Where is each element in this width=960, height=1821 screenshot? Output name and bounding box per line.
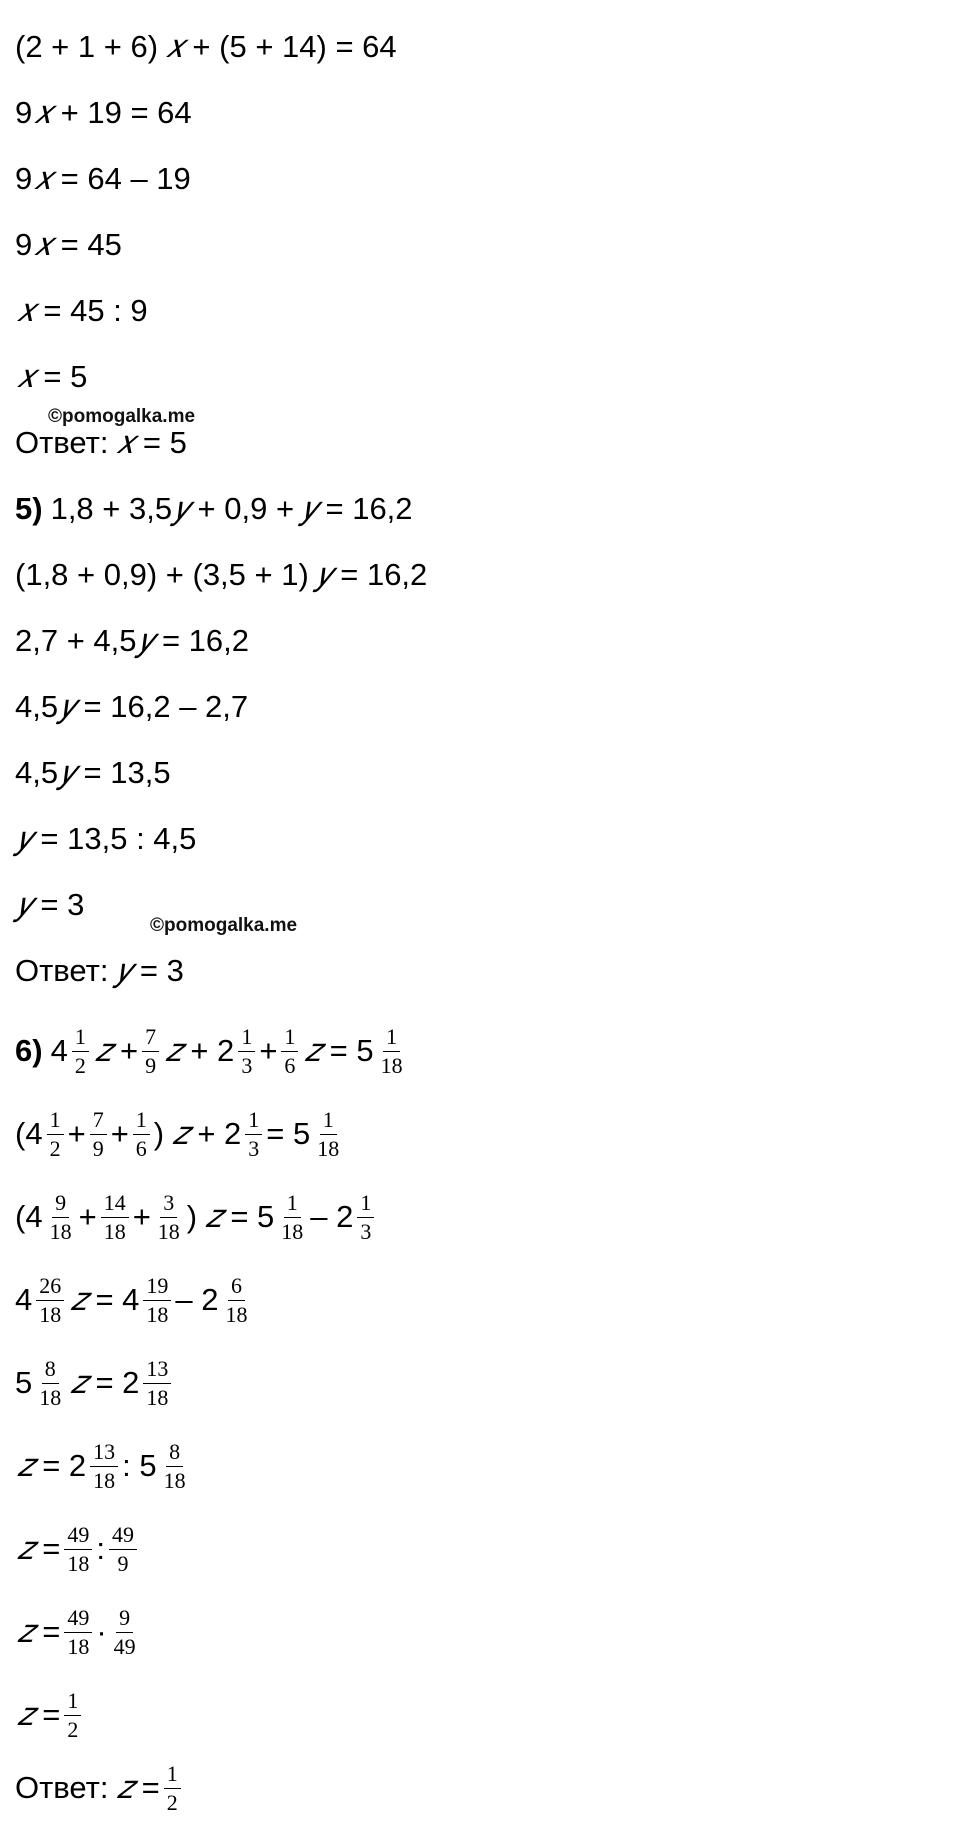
fraction bbox=[64, 1687, 81, 1742]
expr-text: = bbox=[42, 1697, 61, 1732]
expr-text: ) bbox=[153, 1116, 165, 1151]
numerator: 1 bbox=[133, 1109, 150, 1135]
fraction bbox=[47, 1189, 75, 1244]
expr-text: 4 bbox=[15, 1282, 33, 1317]
expr-text: = 5 bbox=[230, 1199, 275, 1234]
var-y: 𝑦 bbox=[60, 688, 76, 725]
fraction bbox=[101, 1189, 129, 1244]
var-z: 𝑧 bbox=[304, 1032, 322, 1069]
var-x: 𝑥 bbox=[34, 226, 53, 263]
expr-text: + bbox=[78, 1199, 97, 1234]
expr-text: + 19 = 64 bbox=[60, 95, 192, 130]
denominator: 18 bbox=[67, 1550, 90, 1576]
expr-text: = 16,2 – 2,7 bbox=[83, 689, 249, 724]
expr-text: = bbox=[141, 1770, 160, 1805]
equation-line bbox=[15, 550, 427, 600]
task-number: 6) bbox=[15, 1033, 43, 1068]
fraction bbox=[143, 1272, 171, 1327]
var-y: 𝑦 bbox=[116, 952, 132, 989]
var-y: 𝑦 bbox=[138, 622, 154, 659]
fraction bbox=[36, 1272, 64, 1327]
fraction bbox=[36, 1355, 64, 1410]
fraction bbox=[90, 1438, 118, 1493]
expr-text: ) bbox=[186, 1199, 198, 1234]
fraction bbox=[64, 1521, 92, 1576]
numerator: 1 bbox=[72, 1026, 89, 1052]
fraction bbox=[47, 1106, 64, 1161]
fraction bbox=[161, 1438, 189, 1493]
fraction bbox=[155, 1189, 183, 1244]
equation-line bbox=[15, 1104, 346, 1164]
expr-text: = 16,2 bbox=[340, 557, 428, 592]
numerator: 1 bbox=[357, 1192, 374, 1218]
numerator: 26 bbox=[36, 1275, 64, 1301]
numerator: 1 bbox=[64, 1690, 81, 1716]
var-y: 𝑦 bbox=[302, 490, 318, 527]
var-z: 𝑧 bbox=[70, 1364, 88, 1401]
expr-text: = 2 bbox=[42, 1448, 87, 1483]
expr-text: : bbox=[96, 1531, 105, 1566]
denominator: 3 bbox=[248, 1135, 260, 1161]
equation-line bbox=[15, 682, 248, 732]
expr-text: + 2 bbox=[190, 1033, 235, 1068]
equation-line bbox=[15, 1187, 378, 1247]
expr-text: = bbox=[42, 1614, 61, 1649]
denominator: 3 bbox=[241, 1052, 253, 1078]
fraction bbox=[109, 1521, 137, 1576]
expr-text: + bbox=[132, 1199, 151, 1234]
denominator: 18 bbox=[317, 1135, 340, 1161]
equation-line bbox=[15, 1602, 143, 1662]
numerator: 8 bbox=[166, 1441, 183, 1467]
equation-line bbox=[15, 814, 196, 864]
fraction bbox=[278, 1189, 306, 1244]
denominator: 9 bbox=[92, 1135, 104, 1161]
expr-text: + 2 bbox=[197, 1116, 242, 1151]
var-x: 𝑥 bbox=[17, 292, 36, 329]
denominator: 18 bbox=[225, 1301, 248, 1327]
numerator: 1 bbox=[281, 1026, 298, 1052]
var-x: 𝑥 bbox=[116, 424, 135, 461]
answer-label: Ответ: bbox=[15, 1770, 109, 1805]
expr-text: (4 bbox=[15, 1199, 43, 1234]
numerator: 9 bbox=[116, 1607, 133, 1633]
expr-text: 4 bbox=[50, 1033, 68, 1068]
expr-text: 9 bbox=[15, 161, 33, 196]
equation-line bbox=[15, 880, 84, 930]
expr-text: = 4 bbox=[95, 1282, 140, 1317]
expr-text: = 45 : 9 bbox=[43, 293, 148, 328]
denominator: 9 bbox=[145, 1052, 157, 1078]
expr-text: : 5 bbox=[122, 1448, 157, 1483]
fraction bbox=[314, 1106, 342, 1161]
expr-text: = 16,2 bbox=[161, 623, 250, 658]
denominator: 18 bbox=[146, 1301, 169, 1327]
denominator: 2 bbox=[74, 1052, 86, 1078]
denominator: 18 bbox=[157, 1218, 180, 1244]
denominator: 18 bbox=[67, 1633, 90, 1659]
equation-line bbox=[15, 22, 397, 72]
fraction bbox=[90, 1106, 107, 1161]
numerator: 9 bbox=[52, 1192, 69, 1218]
var-y: 𝑦 bbox=[17, 820, 33, 857]
answer-label: Ответ: bbox=[15, 953, 109, 988]
expr-text: (1,8 + 0,9) + (3,5 + 1) bbox=[15, 557, 309, 592]
fraction bbox=[164, 1760, 181, 1815]
expr-text: = 3 bbox=[40, 887, 85, 922]
denominator: 6 bbox=[284, 1052, 296, 1078]
fraction bbox=[143, 1355, 171, 1410]
expr-text: = 2 bbox=[95, 1365, 140, 1400]
denominator: 18 bbox=[39, 1384, 62, 1410]
expr-text: 5 bbox=[15, 1365, 33, 1400]
var-z: 𝑧 bbox=[17, 1696, 35, 1733]
expr-text: 9 bbox=[15, 227, 33, 262]
fraction bbox=[238, 1023, 255, 1078]
equation-line bbox=[15, 1519, 141, 1579]
expr-text: + bbox=[67, 1116, 86, 1151]
expr-text: 1,8 + 3,5 bbox=[50, 491, 173, 526]
expr-text: + 0,9 + bbox=[197, 491, 295, 526]
var-y: 𝑦 bbox=[60, 754, 76, 791]
equation-line bbox=[15, 154, 191, 204]
denominator: 2 bbox=[49, 1135, 61, 1161]
fraction bbox=[357, 1189, 374, 1244]
numerator: 1 bbox=[238, 1026, 255, 1052]
numerator: 1 bbox=[47, 1109, 64, 1135]
var-z: 𝑧 bbox=[165, 1032, 183, 1069]
fraction bbox=[281, 1023, 298, 1078]
numerator: 49 bbox=[64, 1524, 92, 1550]
denominator: 18 bbox=[163, 1467, 186, 1493]
expr-text: = 5 bbox=[266, 1116, 311, 1151]
fraction bbox=[111, 1604, 139, 1659]
expr-text: 9 bbox=[15, 95, 33, 130]
expr-text: = 45 bbox=[60, 227, 122, 262]
denominator: 49 bbox=[113, 1633, 136, 1659]
answer-line bbox=[15, 946, 184, 996]
fraction bbox=[64, 1604, 92, 1659]
numerator: 1 bbox=[164, 1763, 181, 1789]
numerator: 1 bbox=[320, 1109, 337, 1135]
answer-line bbox=[15, 418, 187, 468]
expr-text: + bbox=[120, 1033, 139, 1068]
numerator: 49 bbox=[109, 1524, 137, 1550]
expr-text: 4,5 bbox=[15, 689, 59, 724]
numerator: 7 bbox=[90, 1109, 107, 1135]
denominator: 18 bbox=[93, 1467, 116, 1493]
task-number: 5) bbox=[15, 491, 43, 526]
expr-text: 2,7 + 4,5 bbox=[15, 623, 137, 658]
numerator: 1 bbox=[383, 1026, 400, 1052]
var-z: 𝑧 bbox=[70, 1281, 88, 1318]
expr-text: · bbox=[96, 1614, 107, 1649]
denominator: 18 bbox=[49, 1218, 72, 1244]
answer-line bbox=[15, 1758, 185, 1818]
equation-line bbox=[15, 484, 413, 534]
expr-text: + bbox=[259, 1033, 278, 1068]
numerator: 49 bbox=[64, 1607, 92, 1633]
var-y: 𝑦 bbox=[17, 886, 33, 923]
denominator: 18 bbox=[380, 1052, 403, 1078]
denominator: 2 bbox=[67, 1716, 79, 1742]
expr-text: + (5 + 14) = 64 bbox=[192, 29, 397, 64]
expr-text: (4 bbox=[15, 1116, 43, 1151]
expr-text: = 5 bbox=[329, 1033, 374, 1068]
numerator: 1 bbox=[284, 1192, 301, 1218]
denominator: 3 bbox=[360, 1218, 372, 1244]
equation-line bbox=[15, 748, 171, 798]
expr-text: (2 + 1 + 6) bbox=[15, 29, 159, 64]
equation-line bbox=[15, 286, 148, 336]
denominator: 6 bbox=[135, 1135, 147, 1161]
equation-line bbox=[15, 1270, 255, 1330]
denominator: 18 bbox=[39, 1301, 62, 1327]
var-x: 𝑥 bbox=[34, 160, 53, 197]
var-y: 𝑦 bbox=[316, 556, 333, 593]
denominator: 2 bbox=[166, 1789, 178, 1815]
expr-text: = 3 bbox=[139, 953, 184, 988]
var-z: 𝑧 bbox=[17, 1530, 35, 1567]
denominator: 9 bbox=[117, 1550, 129, 1576]
equation-line bbox=[15, 352, 87, 402]
expr-text: = 5 bbox=[142, 425, 187, 460]
expr-text: – 2 bbox=[310, 1199, 354, 1234]
expr-text: + bbox=[110, 1116, 129, 1151]
expr-text: = 13,5 : 4,5 bbox=[40, 821, 197, 856]
equation-line bbox=[15, 1353, 175, 1413]
denominator: 18 bbox=[146, 1384, 169, 1410]
var-z: 𝑧 bbox=[17, 1613, 35, 1650]
numerator: 13 bbox=[143, 1358, 171, 1384]
fraction bbox=[245, 1106, 262, 1161]
expr-text: = bbox=[42, 1531, 61, 1566]
numerator: 19 bbox=[143, 1275, 171, 1301]
equation-line bbox=[15, 1685, 85, 1745]
numerator: 7 bbox=[142, 1026, 159, 1052]
fraction bbox=[142, 1023, 159, 1078]
var-x: 𝑥 bbox=[166, 28, 185, 65]
numerator: 3 bbox=[160, 1192, 177, 1218]
var-x: 𝑥 bbox=[17, 358, 36, 395]
denominator: 18 bbox=[103, 1218, 126, 1244]
watermark: ©pomogalka.me bbox=[150, 915, 298, 936]
var-y: 𝑦 bbox=[174, 490, 190, 527]
watermark: ©pomogalka.me bbox=[48, 406, 196, 427]
equation-line bbox=[15, 88, 192, 138]
numerator: 1 bbox=[245, 1109, 262, 1135]
fraction bbox=[223, 1272, 251, 1327]
expr-text: = 16,2 bbox=[325, 491, 413, 526]
expr-text: – 2 bbox=[175, 1282, 219, 1317]
var-z: 𝑧 bbox=[17, 1447, 35, 1484]
var-x: 𝑥 bbox=[34, 94, 53, 131]
var-z: 𝑧 bbox=[172, 1115, 190, 1152]
fraction bbox=[133, 1106, 150, 1161]
var-z: 𝑧 bbox=[94, 1032, 113, 1069]
fraction bbox=[72, 1023, 89, 1078]
expr-text: = 13,5 bbox=[83, 755, 171, 790]
var-z: 𝑧 bbox=[116, 1769, 134, 1806]
numerator: 6 bbox=[228, 1275, 245, 1301]
var-z: 𝑧 bbox=[205, 1198, 223, 1235]
expr-text: = 5 bbox=[43, 359, 88, 394]
answer-label: Ответ: bbox=[15, 425, 109, 460]
equation-line bbox=[15, 616, 249, 666]
equation-line bbox=[15, 1436, 193, 1496]
equation-line bbox=[15, 220, 122, 270]
numerator: 14 bbox=[101, 1192, 129, 1218]
fraction bbox=[378, 1023, 406, 1078]
expr-text: 4,5 bbox=[15, 755, 59, 790]
equation-line bbox=[15, 1021, 410, 1081]
denominator: 18 bbox=[281, 1218, 304, 1244]
expr-text: = 64 – 19 bbox=[60, 161, 191, 196]
numerator: 13 bbox=[90, 1441, 118, 1467]
numerator: 8 bbox=[42, 1358, 59, 1384]
